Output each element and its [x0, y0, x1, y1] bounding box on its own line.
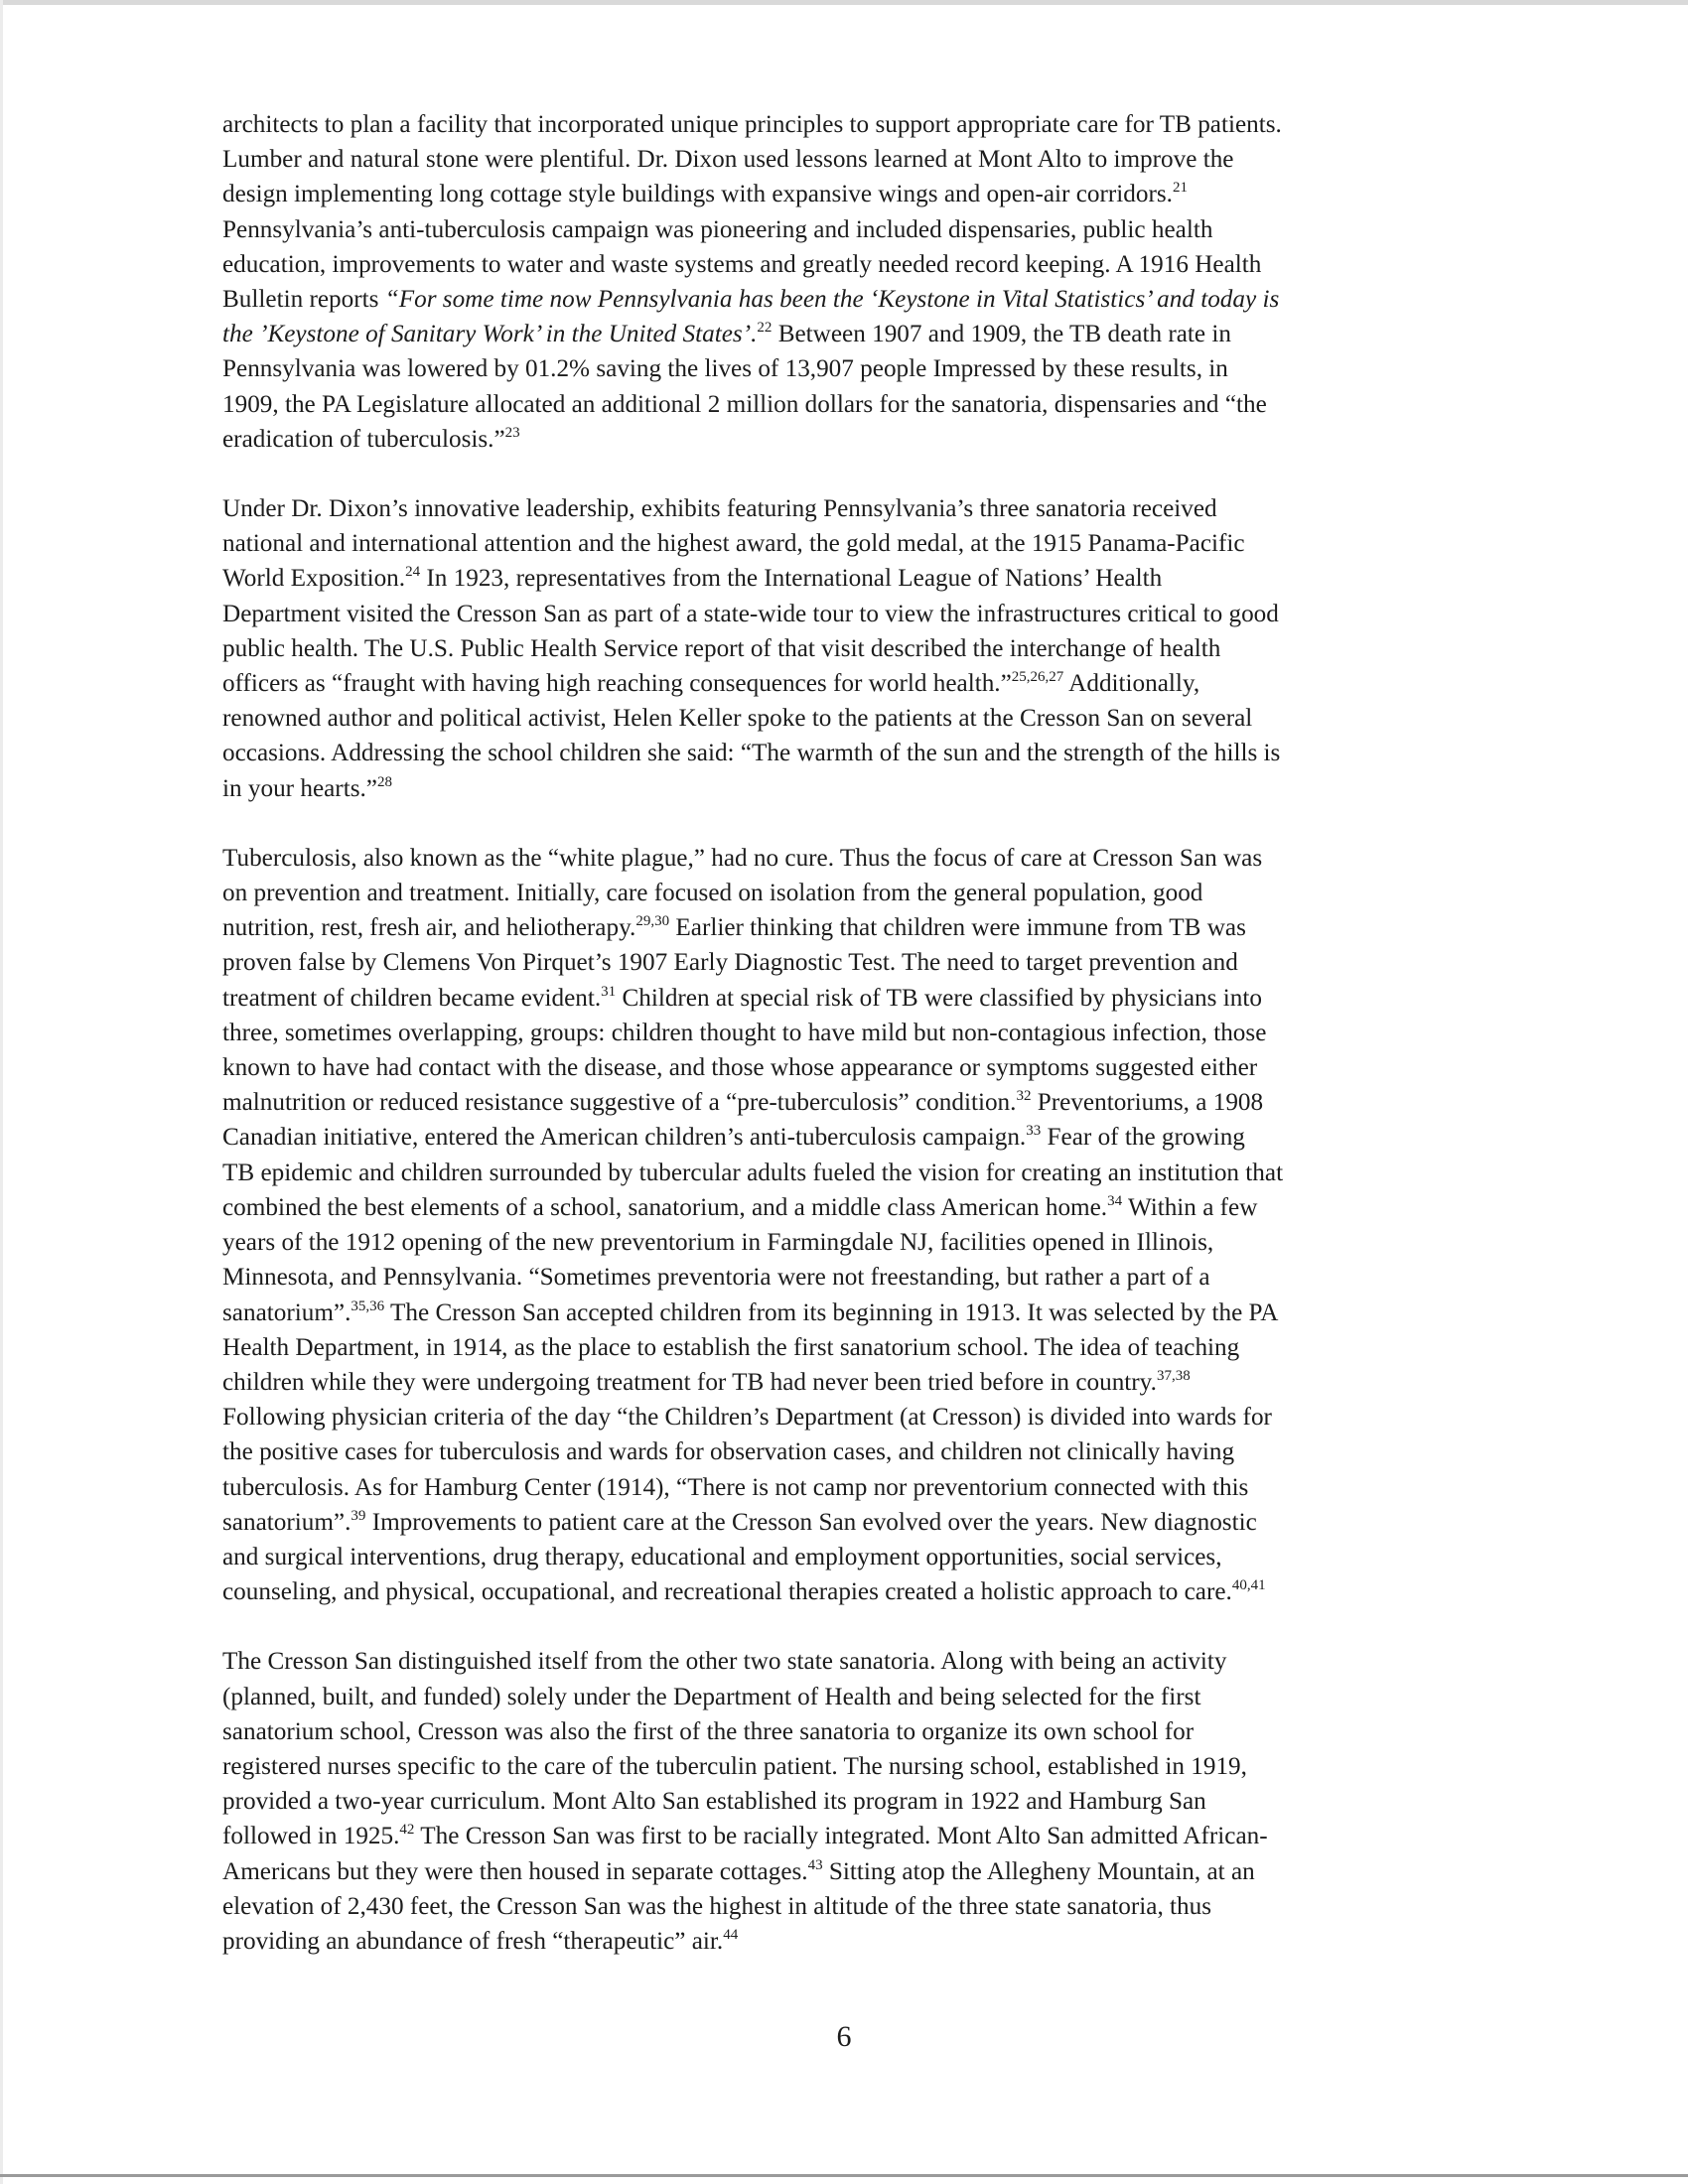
text-line — [222, 1225, 1513, 1260]
text-line — [222, 981, 1513, 1016]
text-run: design implementing long cottage style buildings with expansive wings and open-air corridors. — [222, 181, 1173, 208]
footnote-ref: 25,26,27 — [1011, 669, 1064, 686]
text-run: Pennsylvania was lowered by 01.2% saving the lives of 13,907 people Impressed by these results, in — [222, 355, 1228, 383]
text-run: 1909, the PA Legislature allocated an additional 2 million dollars for the sanatoria, dispensaries and “the — [222, 390, 1267, 418]
text-run: The Cresson San was first to be racially integrated. Mont Alto San admitted African- — [414, 1823, 1268, 1850]
text-run: Department visited the Cresson San as part of a state-wide tour to view the infrastructures critical to good — [222, 600, 1279, 627]
text-run: malnutrition or reduced resistance suggestive of a “pre-tuberculosis” condition. — [222, 1089, 1017, 1117]
footnote-ref: 37,38 — [1156, 1367, 1191, 1384]
text-run: in your hearts.” — [222, 774, 377, 802]
text-run: treatment of children became evident. — [222, 984, 602, 1012]
text-line — [222, 1016, 1513, 1050]
paragraph — [222, 1644, 1513, 1959]
footnote-ref: 31 — [601, 983, 617, 1000]
footnote-ref: 43 — [807, 1856, 823, 1873]
text-run: “For some time now Pennsylvania has been the ‘Keystone in Vital Statistics’ and today is — [384, 286, 1280, 314]
text-line — [222, 771, 1513, 806]
text-line — [222, 422, 1513, 457]
text-run: Minnesota, and Pennsylvania. “Sometimes preventoria were not freestanding, but rather a part of a — [222, 1264, 1210, 1292]
footnote-ref: 32 — [1016, 1088, 1032, 1105]
text-run: on prevention and treatment. Initially, care focused on isolation from the general population, good — [222, 880, 1203, 907]
text-line — [222, 1365, 1513, 1400]
text-run: Between 1907 and 1909, the TB death rate in — [772, 321, 1231, 348]
text-run: renowned author and political activist, Helen Keller spoke to the patients at the Cresson San on several — [222, 705, 1253, 733]
paragraph — [222, 841, 1513, 1609]
text-line — [222, 1156, 1513, 1190]
text-run: World Exposition. — [222, 565, 406, 593]
footnote-ref: 21 — [1172, 180, 1188, 197]
text-line — [222, 561, 1513, 596]
text-run: and surgical interventions, drug therapy, educational and employment opportunities, social services, — [222, 1543, 1222, 1570]
text-line — [222, 526, 1513, 561]
text-run: Additionally, — [1063, 670, 1200, 698]
paragraph — [222, 491, 1513, 806]
text-line — [222, 1680, 1513, 1714]
footnote-ref: 24 — [405, 564, 421, 581]
text-run: eradication of tuberculosis.” — [222, 425, 505, 453]
text-line — [222, 1889, 1513, 1924]
text-line — [222, 945, 1513, 980]
page-number: 6 — [836, 2020, 852, 2053]
text-line — [222, 597, 1513, 631]
text-run: Under Dr. Dixon’s innovative leadership, exhibits featuring Pennsylvania’s three sanatoria received — [222, 495, 1217, 523]
text-line — [222, 1085, 1513, 1120]
text-run: the ’Keystone of Sanitary Work’ in the United States’. — [222, 321, 758, 348]
text-line — [222, 1120, 1513, 1155]
text-run: registered nurses specific to the care of the tuberculin patient. The nursing school, established in 1919, — [222, 1752, 1247, 1780]
text-run: Improvements to patient care at the Cresson San evolved over the years. New diagnostic — [365, 1508, 1257, 1536]
text-run: Lumber and natural stone were plentiful. Dr. Dixon used lessons learned at Mont Alto to improve the — [222, 146, 1234, 174]
text-run: Health Department, in 1914, as the place to establish the first sanatorium school. The idea of teaching — [222, 1333, 1240, 1361]
footnote-ref: 40,41 — [1231, 1577, 1266, 1594]
text-line — [222, 876, 1513, 910]
text-run: combined the best elements of a school, sanatorium, and a middle class American home. — [222, 1193, 1108, 1221]
text-run: The Cresson San distinguished itself from the other two state sanatoria. Along with being an activity — [222, 1648, 1227, 1676]
footnote-ref: 35,36 — [351, 1297, 385, 1314]
text-line — [222, 666, 1513, 701]
footnote-ref: 22 — [757, 320, 773, 337]
text-line — [222, 351, 1513, 386]
text-line — [222, 1505, 1513, 1540]
scan-left-shadow — [0, 0, 3, 2184]
text-line — [222, 142, 1513, 177]
text-line — [222, 910, 1513, 945]
text-line — [222, 1574, 1513, 1609]
text-run: followed in 1925. — [222, 1823, 400, 1850]
text-run: provided a two-year curriculum. Mont Alto San established its program in 1922 and Hamburg San — [222, 1788, 1206, 1816]
text-run: nutrition, rest, fresh air, and heliotherapy. — [222, 914, 636, 942]
text-run: Pennsylvania’s anti-tuberculosis campaign was pioneering and included dispensaries, public health — [222, 215, 1213, 243]
footnote-ref: 34 — [1107, 1192, 1123, 1209]
text-run: TB epidemic and children surrounded by tubercular adults fueled the vision for creating an institution that — [222, 1159, 1284, 1186]
text-run: tuberculosis. As for Hamburg Center (1914), “There is not camp nor preventorium connected with this — [222, 1473, 1249, 1501]
text-run: Preventoriums, a 1908 — [1031, 1089, 1264, 1117]
text-run: three, sometimes overlapping, groups: children thought to have mild but non-contagious infection, those — [222, 1019, 1267, 1046]
text-run: proven false by Clemens Von Pirquet’s 1907 Early Diagnostic Test. The need to target prevention and — [222, 949, 1238, 977]
text-run: Tuberculosis, also known as the “white plague,” had no cure. Thus the focus of care at Cresson San was — [222, 844, 1263, 872]
text-run: providing an abundance of fresh “therapeutic” air. — [222, 1927, 724, 1955]
text-run: Earlier thinking that children were immune from TB was — [669, 914, 1246, 942]
text-line — [222, 107, 1513, 142]
text-line — [222, 317, 1513, 351]
text-line — [222, 1434, 1513, 1469]
text-run: sanatorium”. — [222, 1298, 352, 1326]
footnote-ref: 23 — [504, 424, 520, 441]
text-line — [222, 701, 1513, 736]
text-run: architects to plan a facility that incorporated unique principles to support appropriate care for TB patients. — [222, 111, 1282, 138]
text-line — [222, 1470, 1513, 1505]
text-run: The Cresson San accepted children from its beginning in 1913. It was selected by the PA — [384, 1298, 1279, 1326]
text-run: the positive cases for tuberculosis and wards for observation cases, and children not clinically having — [222, 1438, 1235, 1466]
text-line — [222, 387, 1513, 422]
text-line — [222, 841, 1513, 876]
text-line — [222, 491, 1513, 526]
footnote-ref: 44 — [723, 1926, 739, 1943]
text-line — [222, 1540, 1513, 1574]
text-line — [222, 1644, 1513, 1679]
text-line — [222, 247, 1513, 282]
text-run: public health. The U.S. Public Health Service report of that visit described the interchange of health — [222, 634, 1221, 662]
text-run: Within a few — [1122, 1193, 1258, 1221]
text-run: national and international attention and the highest award, the gold medal, at the 1915 Panama-Pacific — [222, 530, 1245, 558]
text-run: elevation of 2,430 feet, the Cresson San was the highest in altitude of the three state sanatoria, thus — [222, 1892, 1212, 1920]
body-text — [222, 107, 1513, 1959]
text-run: education, improvements to water and waste systems and greatly needed record keeping. A 1916 Health — [222, 250, 1262, 278]
text-line — [222, 1190, 1513, 1225]
text-line — [222, 1296, 1513, 1330]
text-run: sanatorium”. — [222, 1508, 352, 1536]
text-line — [222, 212, 1513, 247]
scan-top-edge — [0, 0, 1688, 5]
footnote-ref: 33 — [1026, 1123, 1042, 1140]
text-line — [222, 282, 1513, 317]
text-line — [222, 177, 1513, 211]
text-run: years of the 1912 opening of the new preventorium in Farmingdale NJ, facilities opened in Illinois, — [222, 1229, 1214, 1257]
footnote-ref: 29,30 — [635, 913, 670, 930]
text-run: In 1923, representatives from the International League of Nations’ Health — [420, 565, 1163, 593]
scan-bottom-edge — [0, 2174, 1688, 2177]
text-line — [222, 1819, 1513, 1853]
text-line — [222, 1714, 1513, 1749]
paragraph — [222, 107, 1513, 457]
text-run: children while they were undergoing treatment for TB had never been tried before in country. — [222, 1368, 1157, 1396]
text-line — [222, 1330, 1513, 1365]
text-line — [222, 1924, 1513, 1959]
footnote-ref: 28 — [376, 773, 392, 790]
text-run: Children at special risk of TB were classified by physicians into — [616, 984, 1262, 1012]
text-line — [222, 631, 1513, 666]
text-run: Following physician criteria of the day “the Children’s Department (at Cresson) is divided into wards for — [222, 1404, 1272, 1432]
text-run: Americans but they were then housed in separate cottages. — [222, 1857, 808, 1885]
text-run: occasions. Addressing the school children she said: “The warmth of the sun and the strength of the hills is — [222, 740, 1281, 767]
text-run: Bulletin reports — [222, 286, 385, 314]
text-line — [222, 1784, 1513, 1819]
text-line — [222, 1050, 1513, 1085]
footnote-ref: 42 — [399, 1822, 415, 1839]
text-run: counseling, and physical, occupational, and recreational therapies created a holistic approach to care. — [222, 1578, 1232, 1606]
footnote-ref: 39 — [351, 1507, 366, 1524]
text-run: Canadian initiative, entered the American children’s anti-tuberculosis campaign. — [222, 1124, 1027, 1152]
text-line — [222, 1749, 1513, 1784]
text-run: known to have had contact with the disease, and those whose appearance or symptoms suggested either — [222, 1054, 1258, 1082]
text-run: sanatorium school, Cresson was also the first of the three sanatoria to organize its own school for — [222, 1717, 1195, 1745]
text-run: Sitting atop the Allegheny Mountain, at an — [822, 1857, 1255, 1885]
text-line — [222, 1854, 1513, 1889]
text-line — [222, 1400, 1513, 1434]
text-run: (planned, built, and funded) solely under the Department of Health and being selected for the first — [222, 1683, 1201, 1710]
text-line — [222, 736, 1513, 770]
text-line — [222, 1260, 1513, 1295]
text-run: Fear of the growing — [1041, 1124, 1245, 1152]
text-run: officers as “fraught with having high reaching consequences for world health.” — [222, 670, 1012, 698]
